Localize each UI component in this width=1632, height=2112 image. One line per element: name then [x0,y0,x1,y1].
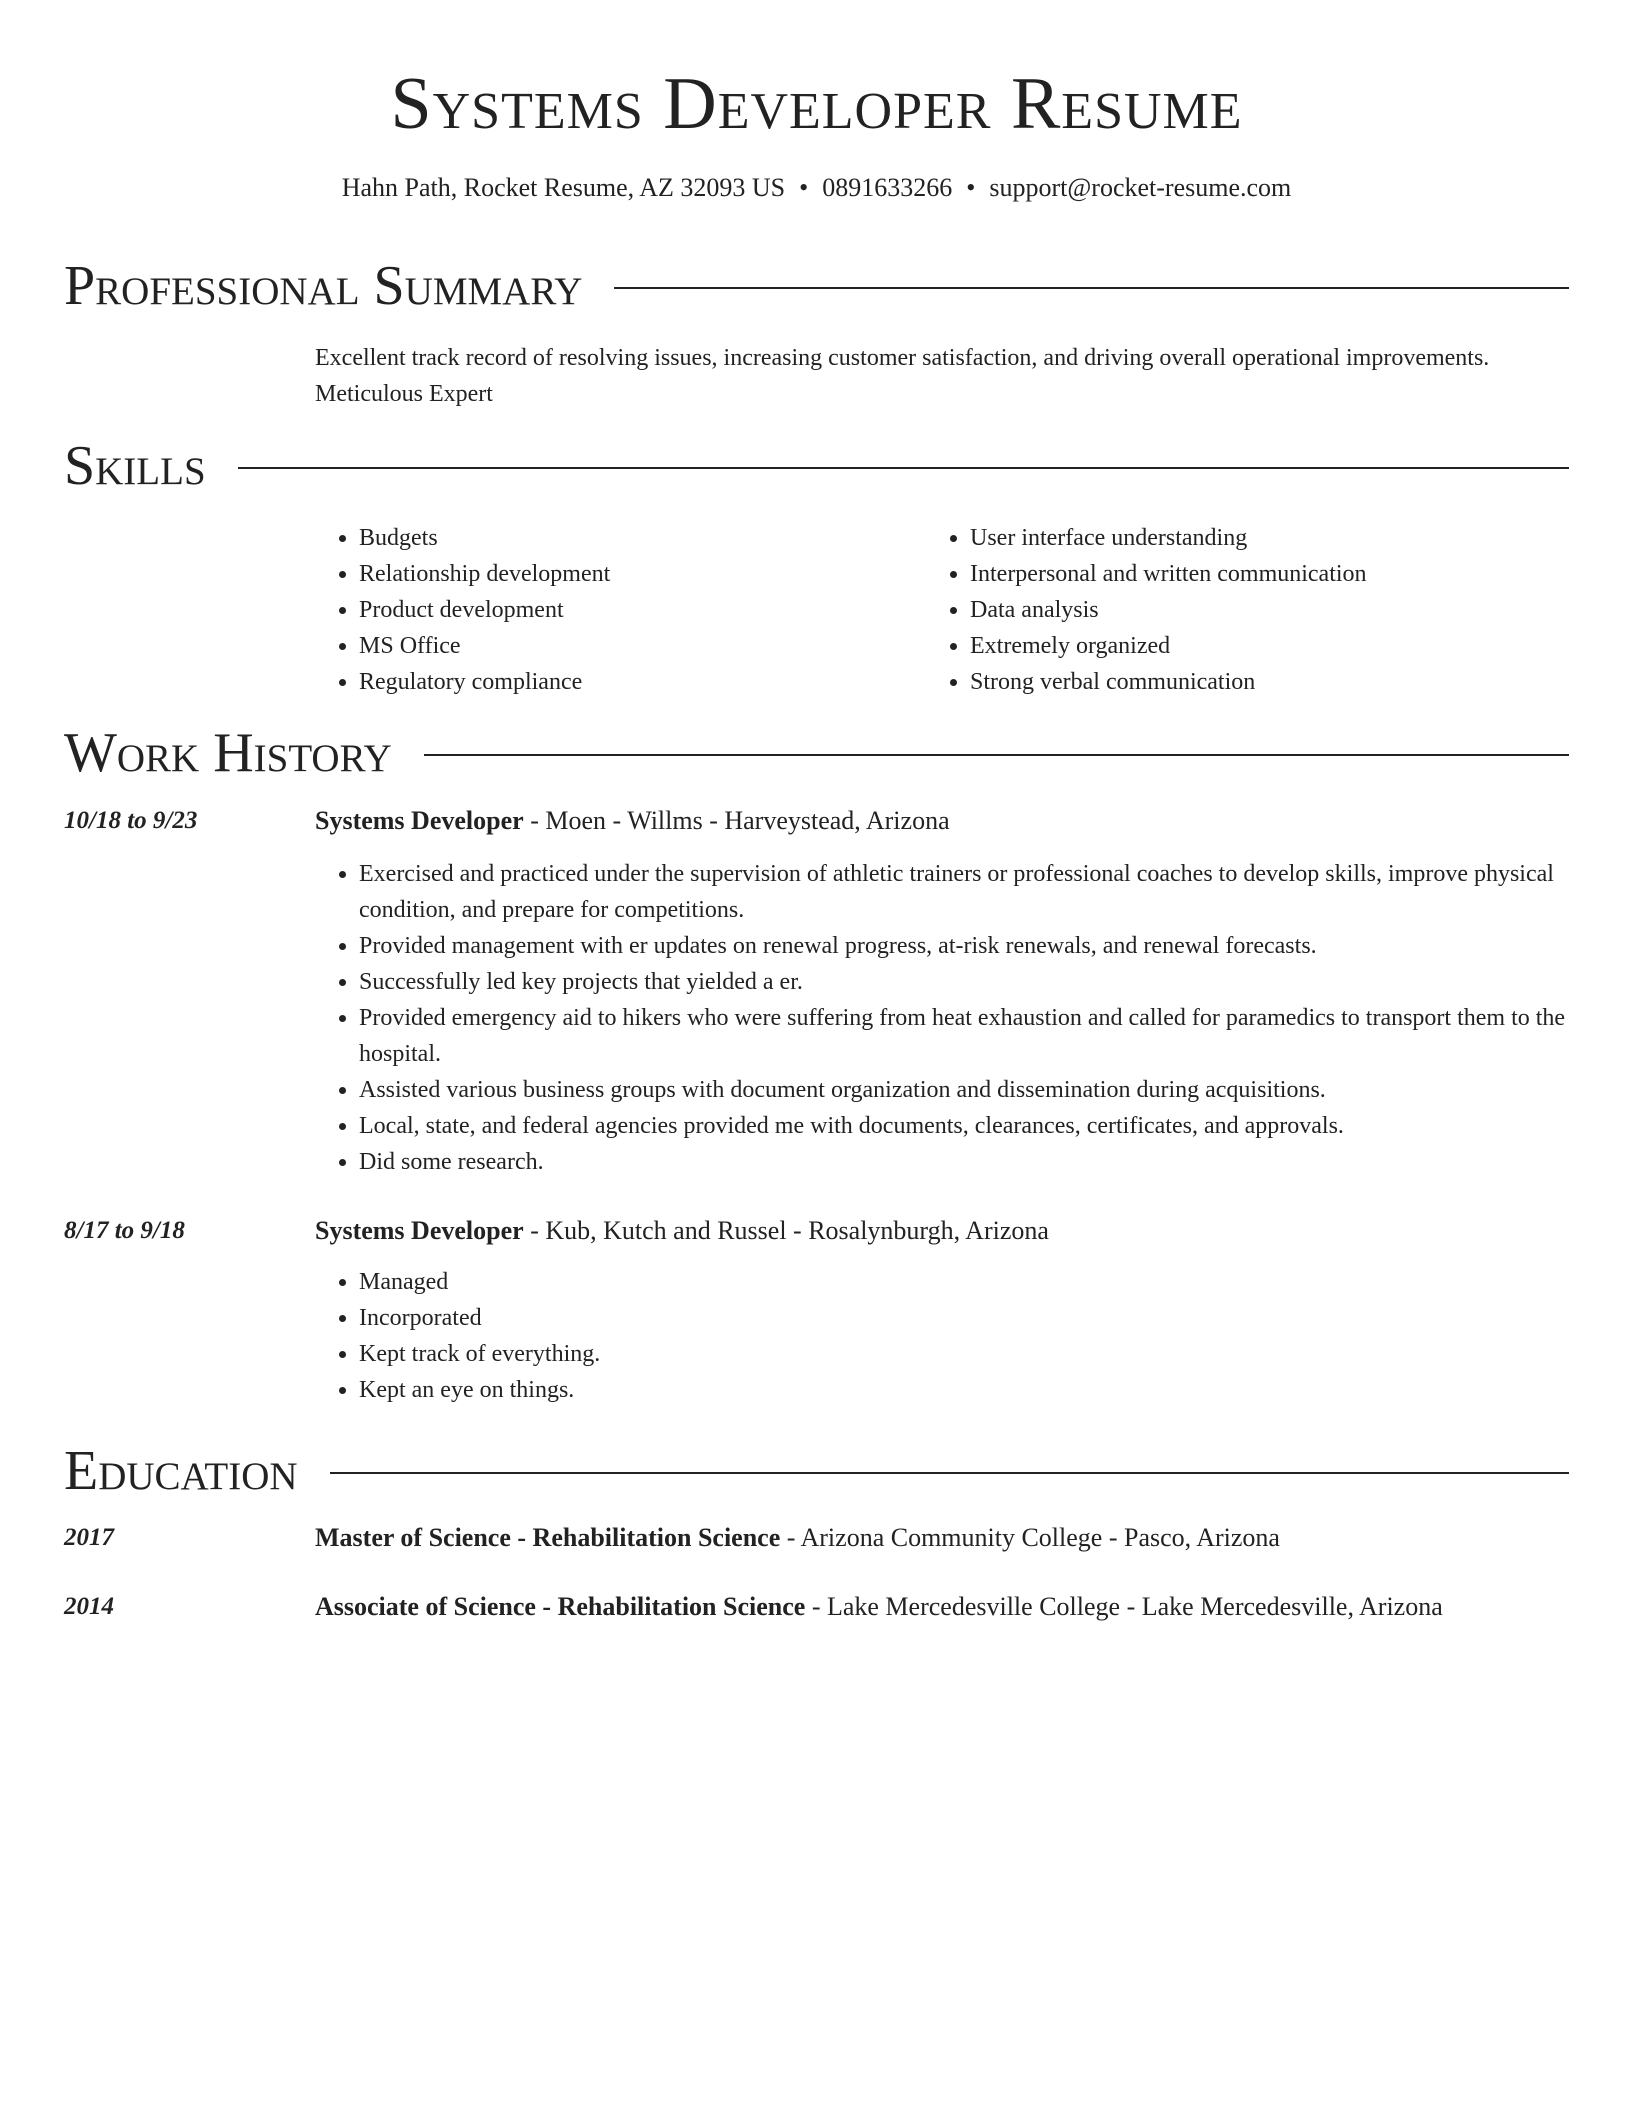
job-bullet-list [315,856,1569,1180]
section-title-work-history: Work History [64,722,392,784]
job-bullet: • Kept an eye on things. [359,1372,1569,1408]
job-dates: 8/17 to 9/18 [64,1217,185,1244]
job-heading [315,803,1569,839]
job-bullet-list [315,1264,1569,1408]
skill-item: • User interface understanding [970,520,1367,556]
education-degree: Associate of Science - Rehabilitation Science [315,1592,806,1621]
job-bullet: • Local, state, and federal agencies provided me with documents, clearances, certificates, and approvals. [359,1108,1569,1144]
section-title-skills: Skills [64,435,206,497]
job-title: Systems Developer [315,1216,524,1245]
contact-separator: • [799,173,809,202]
skill-item: • Extremely organized [970,628,1367,664]
education-details: - Arizona Community College - Pasco, Arizona [780,1523,1280,1552]
section-header-work-history [64,718,1569,788]
skill-item: • Product development [359,592,610,628]
section-header-summary [64,251,1569,321]
summary-block [315,340,1569,412]
section-divider [614,287,1569,289]
skill-item: • Strong verbal communication [970,664,1367,700]
skill-item: • Budgets [359,520,610,556]
job-heading [315,1213,1569,1249]
job-bullet: • Assisted various business groups with document organization and dissemination during acquisitions. [359,1072,1569,1108]
job-bullet: • Provided emergency aid to hikers who were suffering from heat exhaustion and called for paramedics to transport them to the hospital. [359,1000,1569,1072]
job-bullet: • Successfully led key projects that yielded a er. [359,964,1569,1000]
job-dates: 10/18 to 9/23 [64,807,198,834]
skill-item: • Data analysis [970,592,1367,628]
skill-item: • Relationship development [359,556,610,592]
education-entry [315,1520,1569,1556]
education-year: 2017 [64,1524,114,1551]
section-title-summary: Professional Summary [64,255,583,317]
contact-phone: 0891633266 [822,173,953,202]
skills-list-right [926,520,1367,700]
skill-item: • Regulatory compliance [359,664,610,700]
summary-text: Excellent track record of resolving issues, increasing customer satisfaction, and driving overall operational improvements. Meticulous Expert [315,345,1490,407]
skill-item: • MS Office [359,628,610,664]
section-title-education: Education [64,1440,298,1502]
contact-address: Hahn Path, Rocket Resume, AZ 32093 US [341,173,786,202]
job-bullet: • Managed [359,1264,1569,1300]
job-title: Systems Developer [315,806,524,835]
skills-list-left [315,520,610,700]
education-entry [315,1589,1569,1625]
resume-title: Systems Developer Resume [390,63,1243,145]
job-bullet: • Did some research. [359,1144,1569,1180]
section-divider [424,754,1569,756]
contact-separator: • [966,173,976,202]
job-bullet: • Provided management with er updates on renewal progress, at-risk renewals, and renewal forecasts. [359,928,1569,964]
education-degree: Master of Science - Rehabilitation Science [315,1523,781,1552]
job-details: - Kub, Kutch and Russel - Rosalynburgh, Arizona [523,1216,1049,1245]
section-header-skills [64,431,1569,501]
job-bullet: • Exercised and practiced under the supervision of athletic trainers or professional coaches to develop skills, improve physical condition, and prepare for competitions. [359,856,1569,928]
skill-item: • Interpersonal and written communication [970,556,1367,592]
section-divider [238,467,1569,469]
education-details: - Lake Mercedesville College - Lake Mercedesville, Arizona [805,1592,1443,1621]
section-divider [330,1472,1569,1474]
education-year: 2014 [64,1593,114,1620]
job-details: - Moen - Willms - Harveystead, Arizona [523,806,950,835]
job-bullet: • Incorporated [359,1300,1569,1336]
contact-line [64,170,1569,206]
job-bullet: • Kept track of everything. [359,1336,1569,1372]
contact-email: support@rocket-resume.com [989,173,1292,202]
section-header-education [64,1436,1569,1506]
